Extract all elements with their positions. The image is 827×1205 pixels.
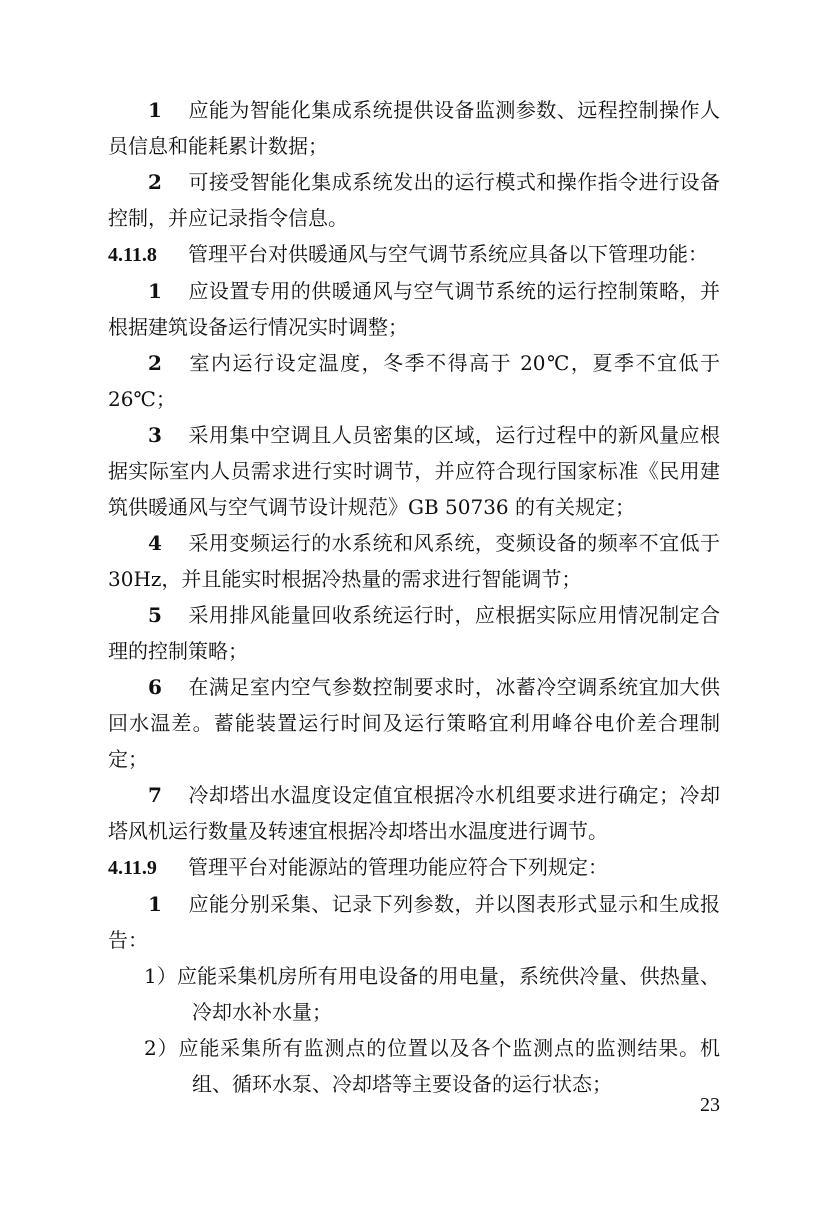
paragraph-text: 采用集中空调且人员密集的区域，运行过程中的新风量应根据实际室内人员需求进行实时调节，并应符合现行国家标准《民用建筑供暖通风与空气调节设计规范》GB 50736 的有关规定； xyxy=(108,423,720,519)
item-number: 6 xyxy=(148,675,162,699)
item-number: 5 xyxy=(148,603,162,627)
sub-item-text: 应能采集机房所有用电设备的用电量，系统供冷量、供热量、冷却水补水量； xyxy=(176,964,721,1024)
paragraph-text: 冷却塔出水温度设定值宜根据冷水机组要求进行确定；冷却塔风机运行数量及转速宜根据冷却塔出水温度进行调节。 xyxy=(108,783,720,843)
item-number: 3 xyxy=(148,423,162,447)
item-number: 2 xyxy=(148,170,162,194)
item-number: 7 xyxy=(148,783,162,807)
item-number: 4 xyxy=(148,531,162,555)
item-number: 1 xyxy=(148,98,162,122)
sub-item-text: 应能采集所有监测点的位置以及各个监测点的监测结果。机组、循环水泵、冷却塔等主要设备的运行状态； xyxy=(178,1036,720,1096)
paragraph-item-3 xyxy=(108,417,720,525)
paragraph-item-7 xyxy=(108,777,720,849)
paragraph-item-2 xyxy=(108,164,720,236)
paragraph-text: 可接受智能化集成系统发出的运行模式和操作指令进行设备控制，并应记录指令信息。 xyxy=(108,170,720,230)
item-number: 1 xyxy=(148,892,162,916)
clause-text: 管理平台对供暖通风与空气调节系统应具备以下管理功能： xyxy=(188,242,708,266)
paragraph-text: 采用排风能量回收系统运行时，应根据实际应用情况制定合理的控制策略； xyxy=(108,603,720,663)
item-number: 2 xyxy=(148,351,162,375)
paragraph-item-1 xyxy=(108,92,720,164)
clause-4-11-8 xyxy=(108,236,720,273)
sub-item-number: 1） xyxy=(144,964,177,988)
clause-4-11-9 xyxy=(108,849,720,886)
paragraph-text: 在满足室内空气参数控制要求时，冰蓄冷空调系统宜加大供回水温差。蓄能装置运行时间及运行策略宜利用峰谷电价差合理制定； xyxy=(108,675,720,771)
sub-item-2 xyxy=(108,1030,720,1102)
paragraph-text: 应能为智能化集成系统提供设备监测参数、远程控制操作人员信息和能耗累计数据； xyxy=(108,98,720,158)
document-body xyxy=(108,92,720,1102)
paragraph-item-1 xyxy=(108,273,720,345)
clause-number: 4.11.8 xyxy=(108,244,157,266)
clause-text: 管理平台对能源站的管理功能应符合下列规定： xyxy=(188,855,608,879)
paragraph-text: 室内运行设定温度，冬季不得高于 20℃，夏季不宜低于 26℃； xyxy=(108,351,720,411)
page-number: 23 xyxy=(700,1094,720,1116)
paragraph-text: 应设置专用的供暖通风与空气调节系统的运行控制策略，并根据建筑设备运行情况实时调整； xyxy=(108,279,720,339)
paragraph-text: 应能分别采集、记录下列参数，并以图表形式显示和生成报告： xyxy=(108,892,720,952)
paragraph-item-2 xyxy=(108,345,720,417)
paragraph-item-1 xyxy=(108,886,720,958)
paragraph-item-5 xyxy=(108,597,720,669)
paragraph-text: 采用变频运行的水系统和风系统，变频设备的频率不宜低于 30Hz，并且能实时根据冷热量的需求进行智能调节； xyxy=(108,531,720,591)
item-number: 1 xyxy=(148,279,162,303)
sub-item-1 xyxy=(108,958,720,1030)
paragraph-item-6 xyxy=(108,669,720,777)
paragraph-item-4 xyxy=(108,525,720,597)
clause-number: 4.11.9 xyxy=(108,857,157,879)
sub-item-number: 2） xyxy=(144,1036,179,1060)
